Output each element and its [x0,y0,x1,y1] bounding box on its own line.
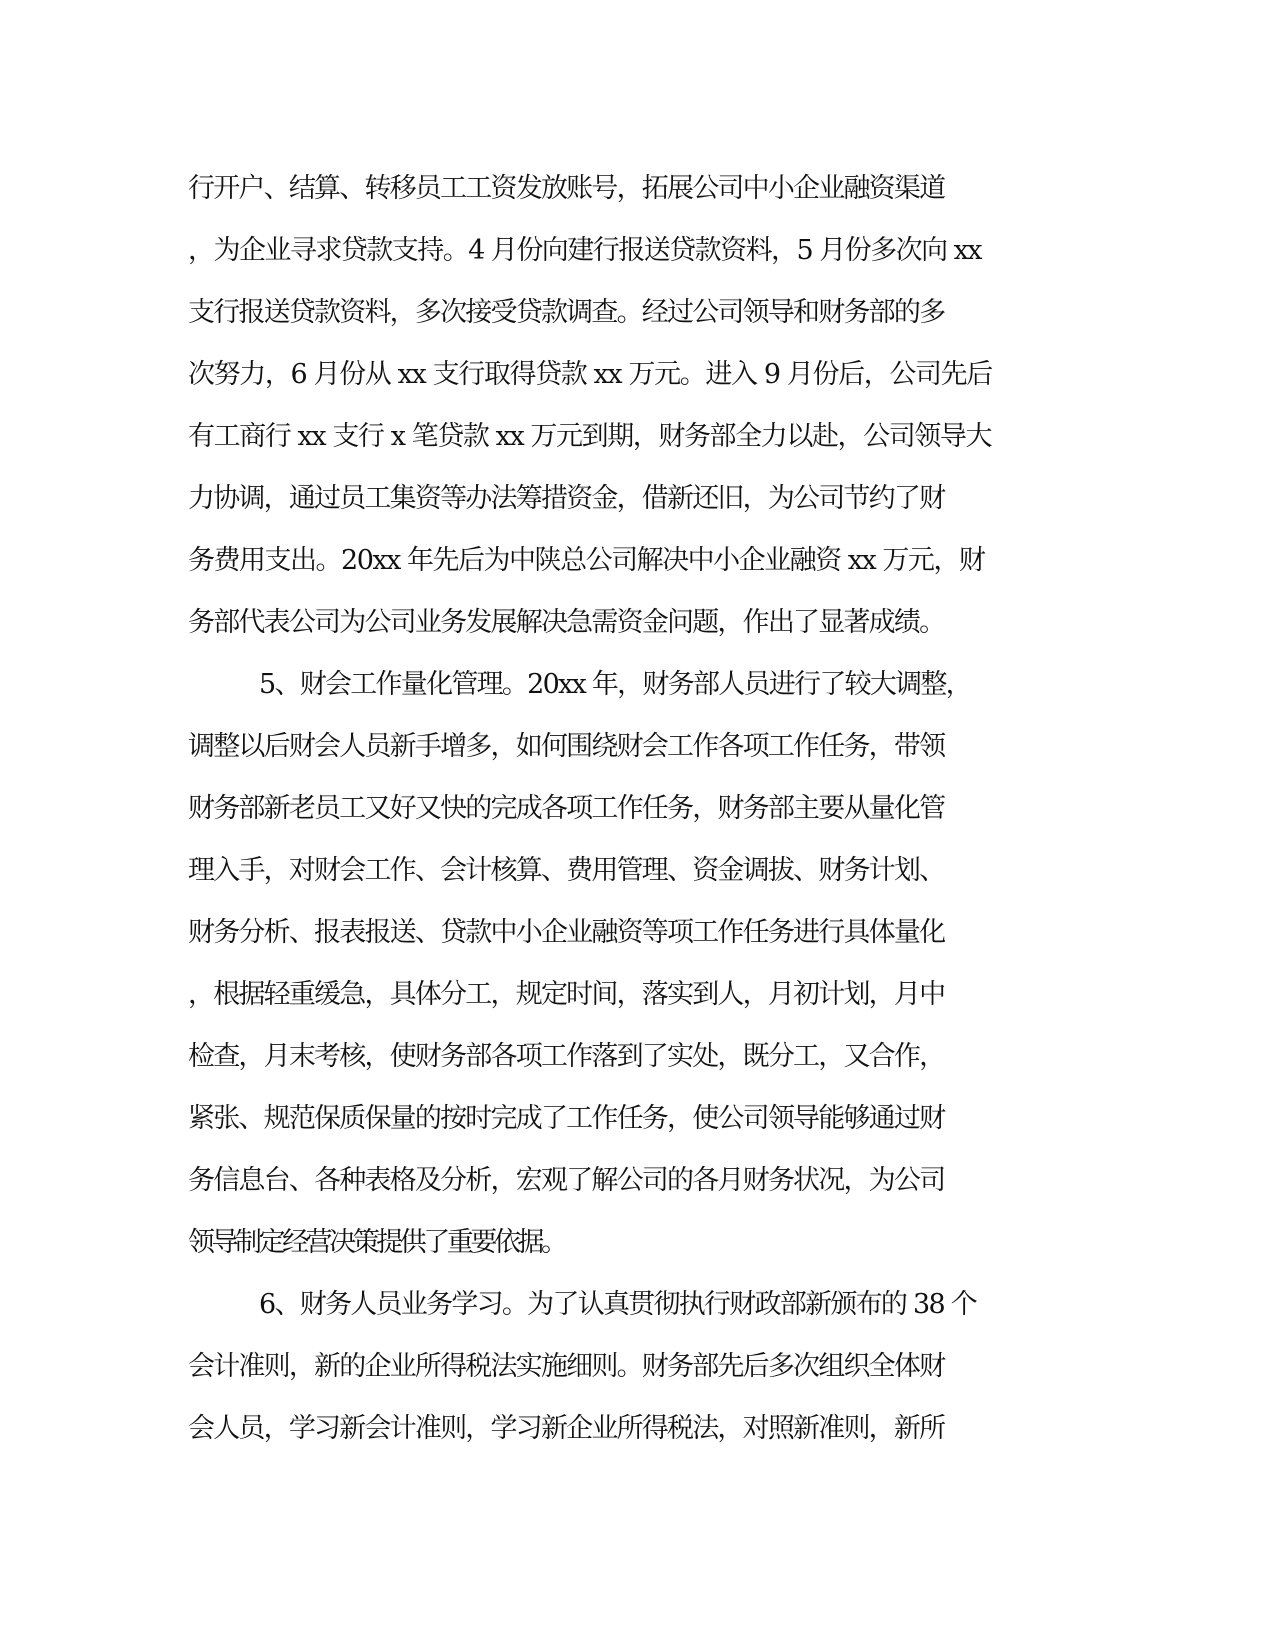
text-line: 次努力，6 月份从 xx 支行取得贷款 xx 万元。进入 9 月份后，公司先后 [188,359,992,390]
text-line: 调整以后财会人员新手增多，如何围绕财会工作各项工作任务，带领 [188,731,945,762]
text-line: ，为企业寻求贷款支持。4 月份向建行报送贷款资料，5 月份多次向 xx [188,235,982,266]
text-line: 行开户、结算、转移员工工资发放账号，拓展公司中小企业融资渠道 [188,173,945,204]
text-line: 力协调，通过员工集资等办法筹措资金，借新还旧，为公司节约了财 [188,483,945,514]
text-line: 领导制定经营决策提供了重要依据。 [188,1227,565,1258]
text-line: 财务部新老员工又好又快的完成各项工作任务，财务部主要从量化管 [188,793,945,824]
text-line: 检查，月末考核，使财务部各项工作落到了实处，既分工，又合作， [188,1041,945,1072]
paragraph-first-line: 5、财会工作量化管理。20xx 年，财务部人员进行了较大调整， [259,669,971,700]
text-line: 紧张、规范保质保量的按时完成了工作任务，使公司领导能够通过财 [188,1103,945,1134]
text-line: 务信息台、各种表格及分析，宏观了解公司的各月财务状况，为公司 [188,1165,945,1196]
text-line: 会人员，学习新会计准则，学习新企业所得税法，对照新准则，新所 [188,1413,945,1444]
text-line: 会计准则，新的企业所得税法实施细则。财务部先后多次组织全体财 [188,1351,945,1382]
paragraph-first-line: 6、财务人员业务学习。为了认真贯彻执行财政部新颁布的 38 个 [259,1289,977,1320]
text-line: 财务分析、报表报送、贷款中小企业融资等项工作任务进行具体量化 [188,917,945,948]
text-line: ，根据轻重缓急，具体分工，规定时间，落实到人，月初计划，月中 [188,979,945,1010]
text-line: 支行报送贷款资料，多次接受贷款调查。经过公司领导和财务部的多 [188,297,945,328]
document-body [188,158,1088,1460]
text-line: 务部代表公司为公司业务发展解决急需资金问题，作出了显著成绩。 [188,607,945,638]
text-line: 有工商行 xx 支行 x 笔贷款 xx 万元到期，财务部全力以赴，公司领导大 [188,421,992,452]
text-line: 理入手，对财会工作、会计核算、费用管理、资金调拔、财务计划、 [188,855,945,886]
text-line: 务费用支出。20xx 年先后为中陕总公司解决中小企业融资 xx 万元，财 [188,545,985,576]
